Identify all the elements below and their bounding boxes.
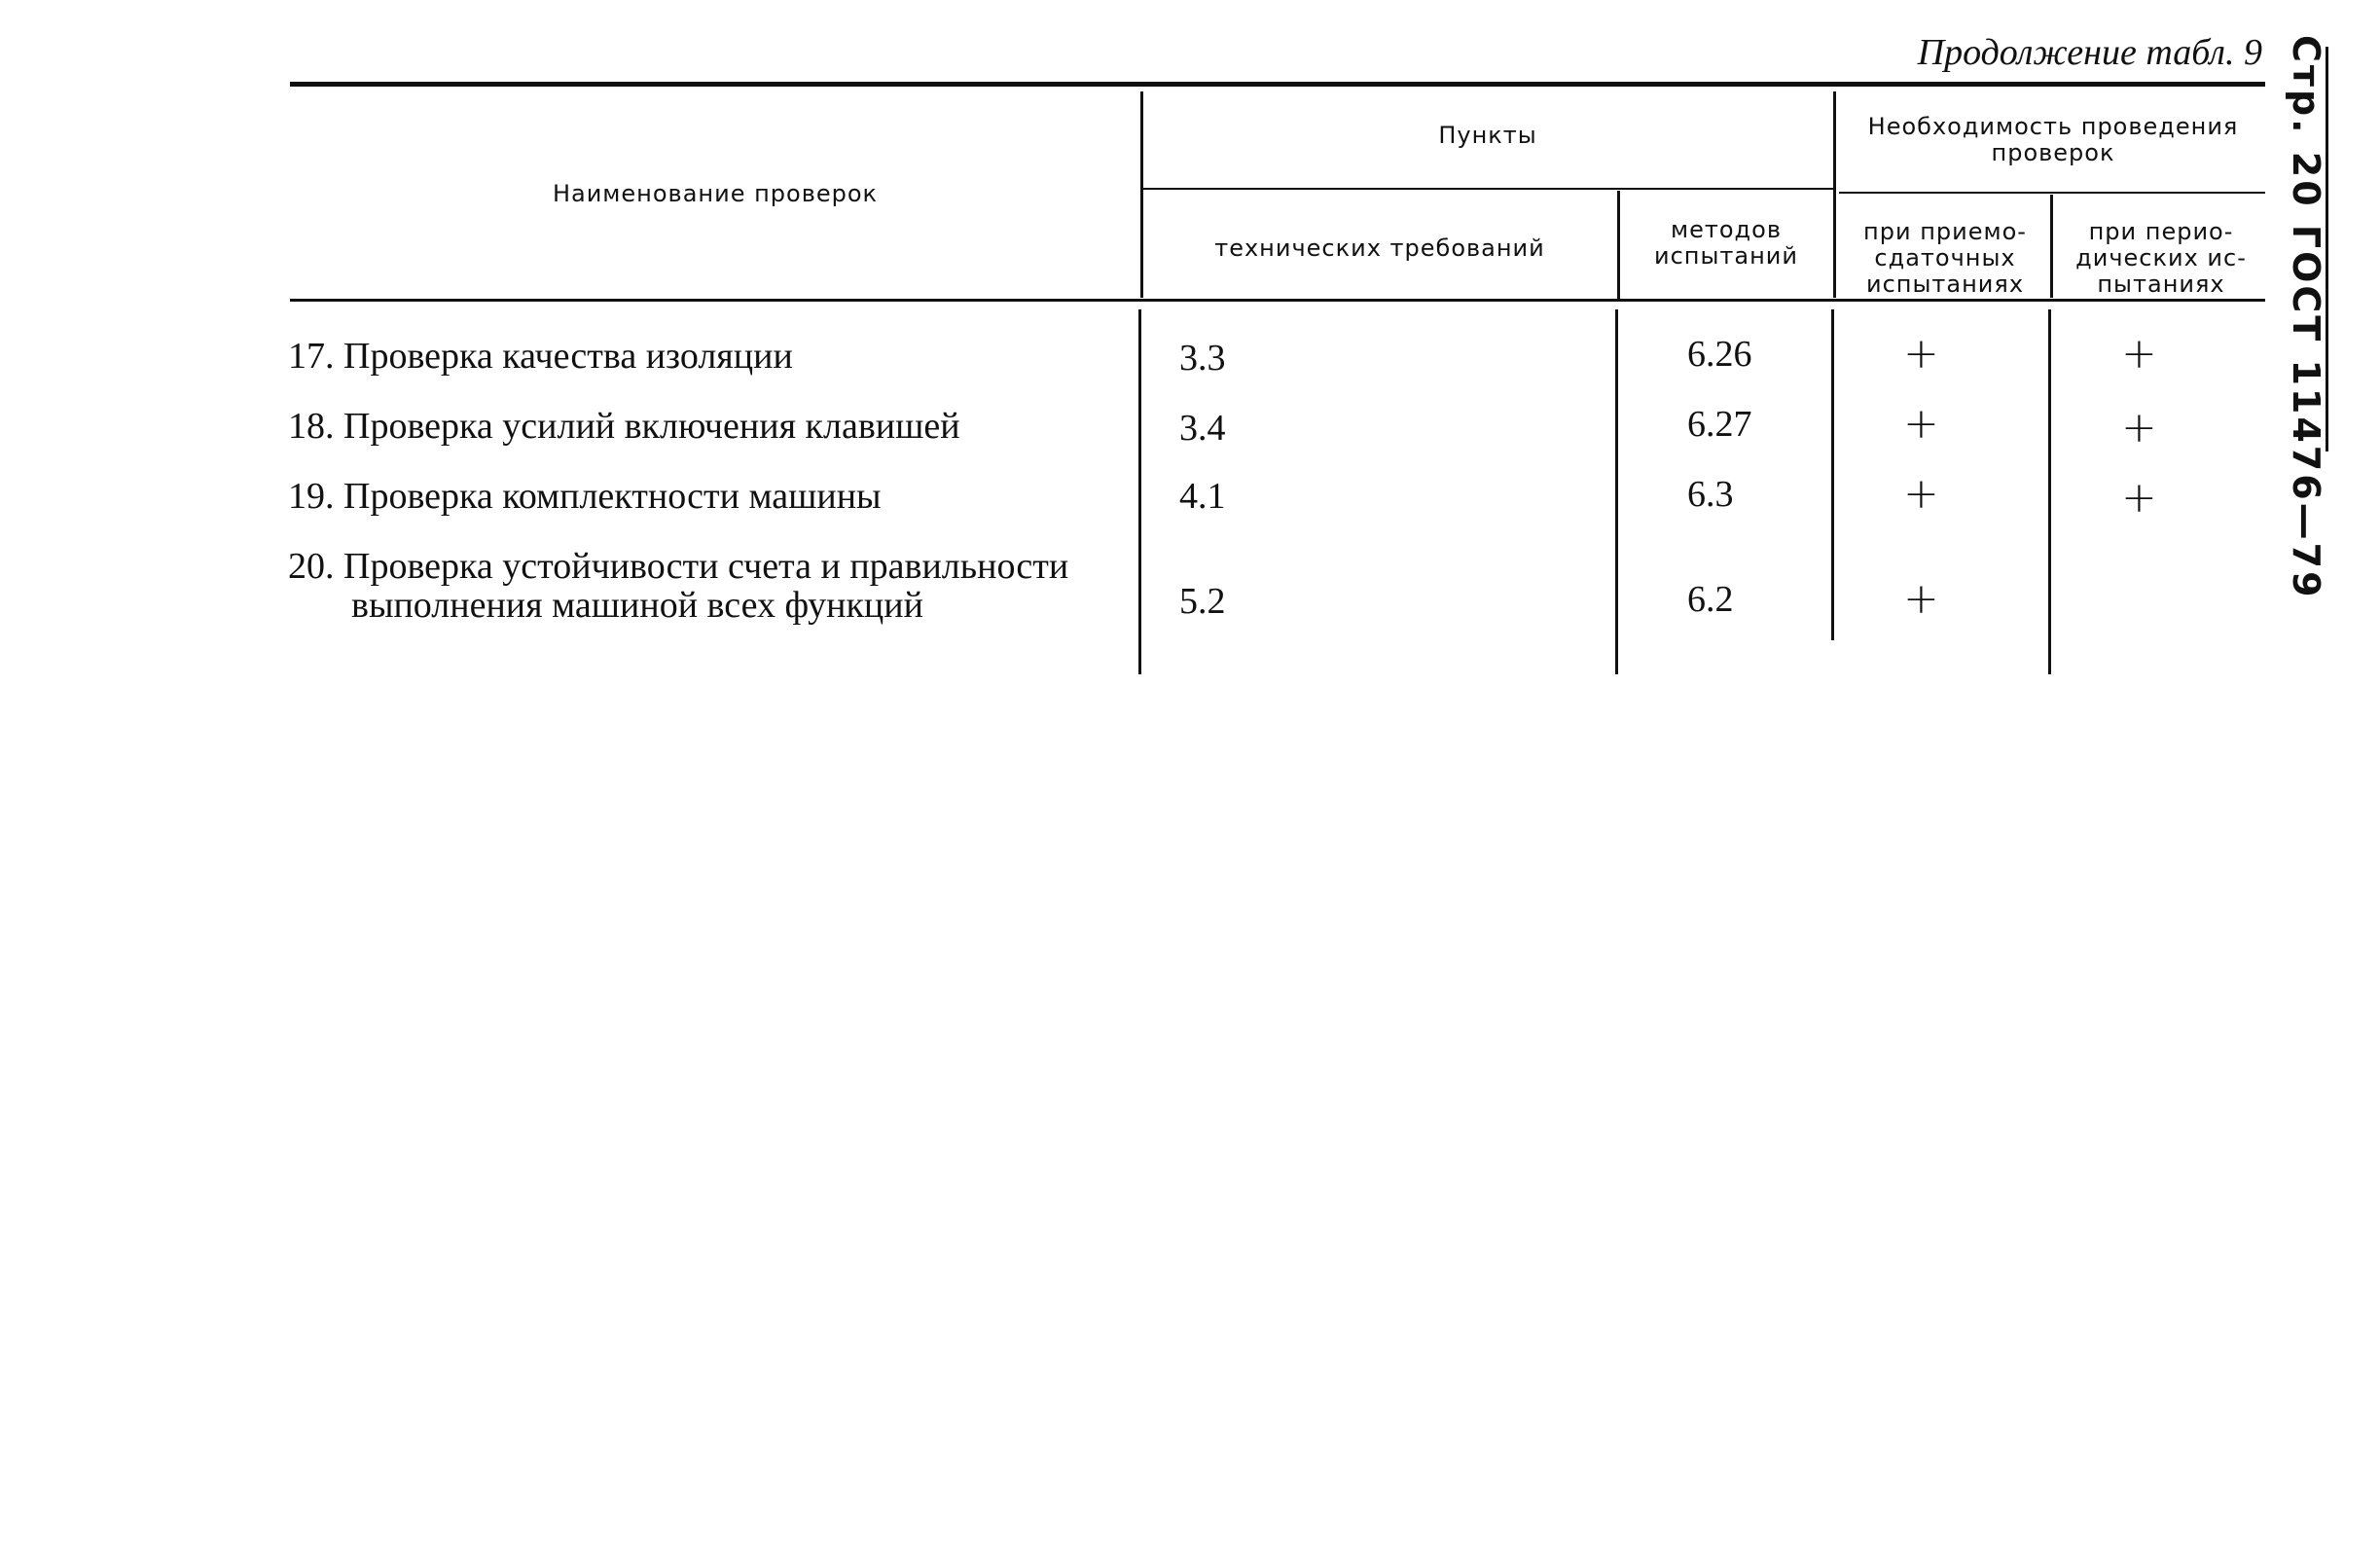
column-divider-name-body bbox=[1138, 309, 1141, 674]
row-20-name bbox=[288, 547, 1125, 625]
row-17-tech: 3.3 bbox=[1179, 338, 1226, 379]
header-periodic: при перио-дических ис-пытаниях bbox=[2075, 218, 2247, 298]
column-divider-periodic-body bbox=[2048, 309, 2051, 674]
row-19-method: 6.3 bbox=[1687, 474, 1734, 515]
points-subheader-rule bbox=[1142, 188, 1833, 190]
row-18-acceptance: + bbox=[1903, 399, 1939, 449]
row-19-tech: 4.1 bbox=[1179, 476, 1226, 517]
header-acceptance: при приемо-сдаточных испытаниях bbox=[1863, 218, 2027, 298]
row-17-periodic: + bbox=[2121, 329, 2157, 379]
row-19-acceptance: + bbox=[1903, 469, 1939, 519]
table-top-rule bbox=[290, 82, 2265, 87]
row-17-acceptance: + bbox=[1903, 329, 1939, 379]
column-divider-necessity bbox=[1833, 91, 1836, 298]
row-20-name-line2: выполнения машиной всех функций bbox=[351, 585, 923, 626]
row-18-periodic: + bbox=[2121, 403, 2157, 452]
header-points: Пункты bbox=[1438, 122, 1537, 149]
table-continuation-label: Продолжение табл. 9 bbox=[1917, 32, 2262, 73]
row-20-method: 6.2 bbox=[1687, 579, 1734, 620]
row-19-name: 19. Проверка комплектности машины bbox=[288, 476, 882, 517]
header-name: Наименование проверок bbox=[552, 180, 879, 207]
row-17-name: 17. Проверка качества изоляции bbox=[288, 336, 793, 377]
column-divider-necessity-body bbox=[1831, 309, 1834, 640]
column-divider-methods-body bbox=[1615, 309, 1618, 674]
header-tech-requirements: технических требований bbox=[1214, 235, 1545, 262]
column-divider-periodic bbox=[2050, 195, 2053, 298]
page-side-label: Стр. 20 ГОСТ 11476—79 bbox=[2285, 35, 2327, 600]
row-18-tech: 3.4 bbox=[1179, 408, 1226, 449]
row-18-method: 6.27 bbox=[1687, 404, 1752, 445]
necessity-subheader-rule bbox=[1839, 192, 2265, 194]
column-divider-name bbox=[1140, 91, 1143, 298]
row-20-name-line1: 20. Проверка устойчивости счета и правильности bbox=[288, 546, 1069, 587]
header-bottom-rule bbox=[290, 299, 2265, 302]
header-test-methods: методов испытаний bbox=[1653, 216, 1798, 270]
row-20-tech: 5.2 bbox=[1179, 581, 1226, 622]
header-necessity: Необходимость проведения проверок bbox=[1867, 113, 2239, 166]
column-divider-methods bbox=[1617, 191, 1620, 300]
row-17-method: 6.26 bbox=[1687, 334, 1752, 375]
row-18-name: 18. Проверка усилий включения клавишей bbox=[288, 406, 960, 447]
row-20-acceptance: + bbox=[1903, 574, 1939, 624]
row-19-periodic: + bbox=[2121, 473, 2157, 523]
